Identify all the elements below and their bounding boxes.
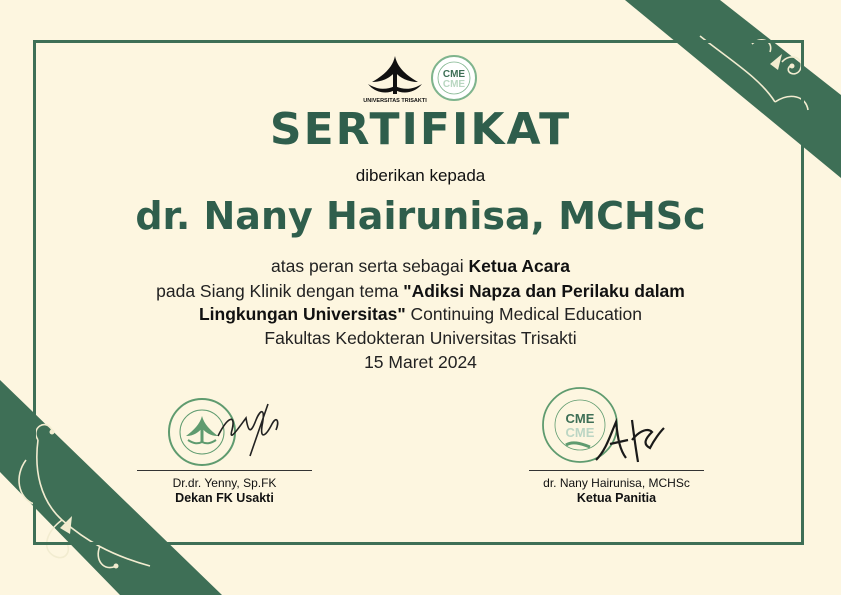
certificate-subtitle: diberikan kepada: [355, 166, 486, 185]
cme-stamp-text: CME: [565, 411, 595, 426]
theme-title-part-1: "Adiksi Napza dan Perilaku dalam: [403, 281, 685, 301]
recipient-name: dr. Nany Hairunisa, MCHSc: [135, 194, 706, 238]
body-line-1: [0, 255, 841, 278]
dean-signature: [210, 396, 290, 466]
signature-line-left: [137, 470, 312, 471]
dean-name: Dr.dr. Yenny, Sp.FK: [172, 476, 277, 490]
body-line-3: [0, 303, 841, 326]
logo-caption: UNIVERSITAS TRISAKTI: [363, 98, 427, 104]
role-title: Ketua Acara: [468, 256, 570, 276]
certificate-title: SERTIFIKAT: [269, 104, 572, 155]
role-prefix: atas peran serta sebagai: [271, 256, 469, 276]
theme-title-part-2: Lingkungan Universitas": [198, 304, 406, 324]
theme-prefix: pada Siang Klinik dengan tema: [156, 281, 404, 301]
cme-logo-text-echo: CME: [442, 79, 466, 90]
committee-chair-role: Ketua Panitia: [576, 491, 657, 505]
cme-logo: [430, 54, 478, 102]
universitas-trisakti-logo: [362, 52, 428, 104]
program-name: Continuing Medical Education: [405, 304, 643, 324]
cme-stamp-text-echo: CME: [565, 425, 595, 440]
dean-role: Dekan FK Usakti: [175, 491, 274, 505]
faculty-name: Fakultas Kedokteran Universitas Trisakti: [264, 328, 577, 348]
cme-logo-text: CME: [442, 69, 466, 80]
committee-chair-signature: [592, 410, 668, 470]
body-line-2: [0, 280, 841, 303]
signature-line-right: [529, 470, 704, 471]
event-date: 15 Maret 2024: [364, 352, 477, 372]
committee-chair-name: dr. Nany Hairunisa, MCHSc: [543, 476, 690, 490]
